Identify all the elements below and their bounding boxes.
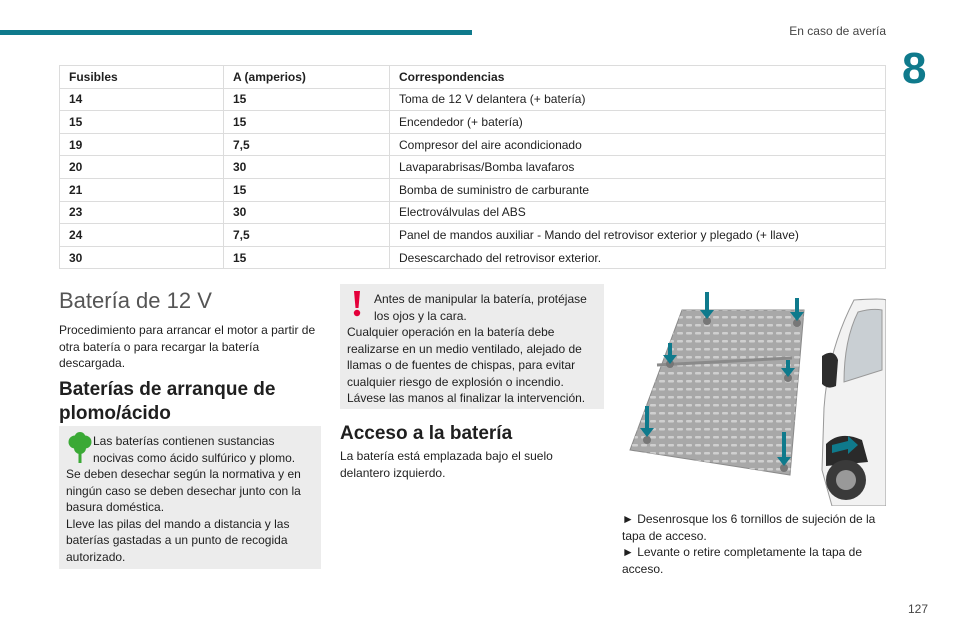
battery-intro-text: Procedimiento para arrancar el motor a partir de otra batería o para recargar la batería descargada. [59,323,316,370]
header-accent-bar [0,30,472,35]
fuse-number: 21 [60,178,224,201]
fuse-amperage: 7,5 [224,133,390,156]
table-row [60,88,886,111]
chapter-number: 8 [902,44,927,93]
table-row [60,201,886,224]
fuse-amperage: 30 [224,156,390,179]
eco-tree-icon [67,432,93,464]
fuse-function: Bomba de suministro de carburante [390,178,886,201]
battery-section-title: Batería de 12 V [59,288,212,313]
fuse-amperage: 15 [224,246,390,269]
section-title: En caso de avería [789,24,886,38]
fuse-amperage: 7,5 [224,224,390,247]
fuse-function: Lavaparabrisas/Bomba lavafaros [390,156,886,179]
fuse-number: 30 [60,246,224,269]
table-row [60,246,886,269]
fuse-function: Desescarchado del retrovisor exterior. [390,246,886,269]
fuse-number: 14 [60,88,224,111]
fuse-amperage: 15 [224,111,390,134]
lead-acid-title: Baterías de arranque de plomo/ácido [59,379,276,424]
eco-note-rest: Se deben desechar según la normativa y en ningún caso se deben desechar junto con la basura doméstica. [66,467,301,514]
eco-note-last: Lleve las pilas del mando a distancia y las baterías gastadas a un punto de recogida autorizado. [66,516,290,564]
battery-cover-illustration [622,290,886,506]
fuse-number: 20 [60,156,224,179]
fuse-function: Electroválvulas del ABS [390,201,886,224]
fuse-number: 19 [60,133,224,156]
warning-last: Lávese las manos al finalizar la intervención. [347,391,586,405]
fuse-number: 23 [60,201,224,224]
fuse-function: Panel de mandos auxiliar - Mando del retrovisor exterior y plegado (+ llave) [390,224,886,247]
column-header: Fusibles [60,66,224,89]
warning-rest: Cualquier operación en la batería debe realizarse en un medio ventilado, alejado de llamas o de fuentes de chispas, para evitar cualquier riesgo de explosión o incendio. [347,325,582,389]
warning-first: Antes de manipular la batería, protéjase los ojos y la cara. [374,292,587,323]
eco-note-first: Las baterías contienen sustancias nocivas como ácido sulfúrico y plomo. [93,434,296,465]
battery-location-text: La batería está emplazada bajo el suelo delantero izquierdo. [340,449,553,480]
fuse-amperage: 15 [224,88,390,111]
warning-box [340,284,604,409]
step-lift-cover: ► Levante o retire completamente la tapa de acceso. [622,545,863,576]
table-row [60,133,886,156]
battery-access-title: Acceso a la batería [340,423,513,444]
fuse-amperage: 30 [224,201,390,224]
table-row [60,111,886,134]
column-header: A (amperios) [224,66,390,89]
column-header: Correspondencias [390,66,886,89]
fuse-function: Toma de 12 V delantera (+ batería) [390,88,886,111]
table-row [60,156,886,179]
table-row [60,224,886,247]
fuse-function: Encendedor (+ batería) [390,111,886,134]
fuse-number: 24 [60,224,224,247]
access-steps [622,511,886,577]
fuse-function: Compresor del aire acondicionado [390,133,886,156]
warning-exclamation-icon [352,291,362,317]
table-header-row [60,66,886,89]
fuse-table [59,65,886,269]
fuse-number: 15 [60,111,224,134]
page-number: 127 [907,602,928,616]
step-unscrew: ► Desenrosque los 6 tornillos de sujeción de la tapa de acceso. [622,512,876,543]
eco-note-box [59,426,321,569]
fuse-amperage: 15 [224,178,390,201]
table-row [60,178,886,201]
